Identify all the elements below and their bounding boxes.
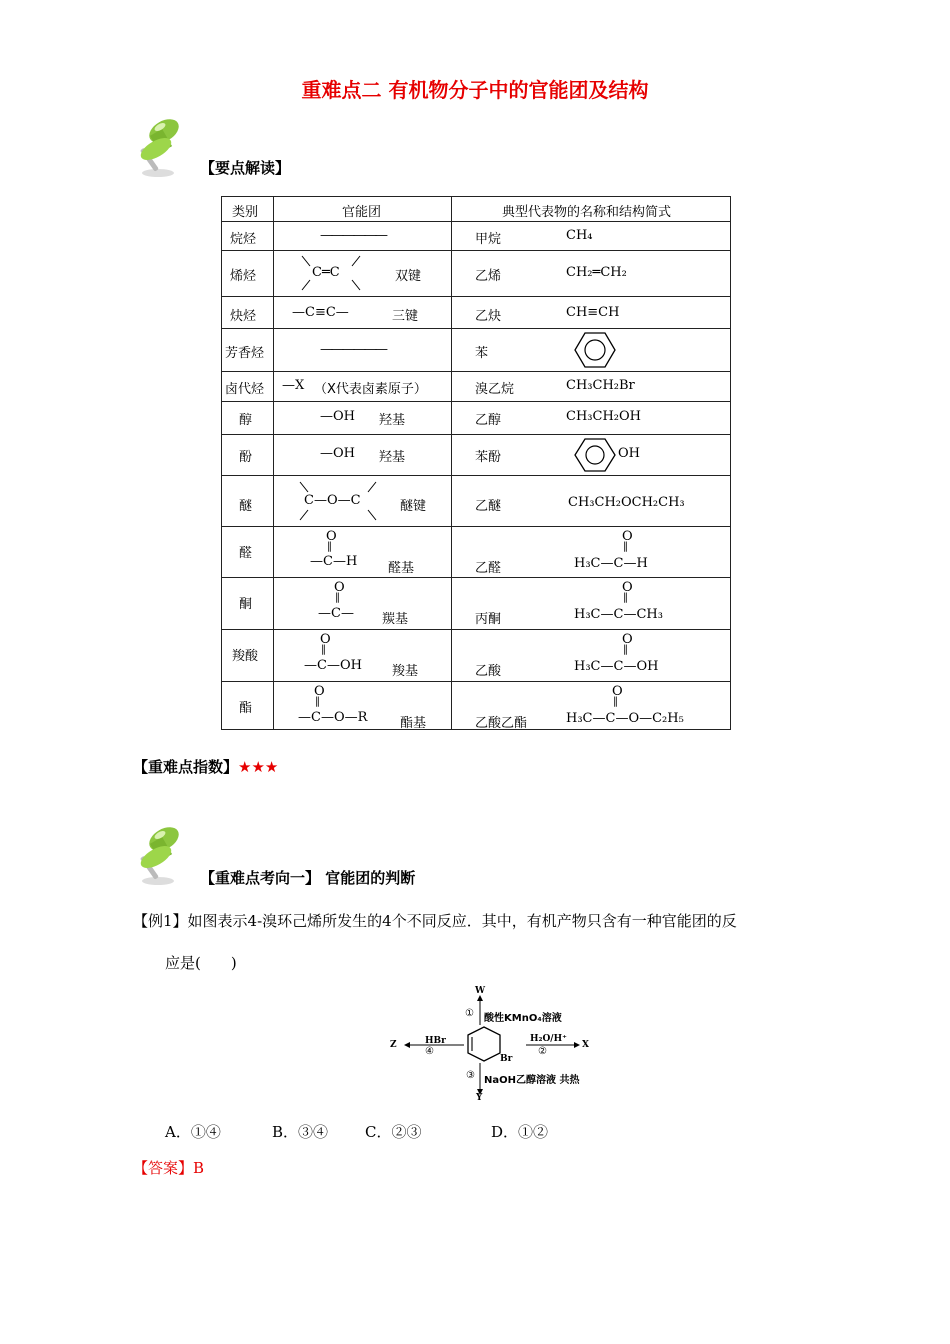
functional-group-name: 羧基 — [392, 664, 419, 679]
category-cell: 羧酸 — [232, 649, 259, 664]
reaction-3-reagent: NaOH乙醇溶液 共热 — [484, 1075, 580, 1086]
representative-name: 乙酸 — [475, 664, 502, 679]
functional-group-cell: —C—O—R — [298, 710, 368, 725]
representative-name: 乙醚 — [475, 499, 502, 514]
header-functional-group: 官能团 — [342, 205, 382, 220]
question-text: 【例1】如图表示4-溴环己烯所发生的4个不同反应．其中，有机产物只含有一种官能团的反 — [133, 912, 737, 930]
page-title: 重难点二 有机物分子中的官能团及结构 — [301, 78, 649, 102]
category-cell: 烯烃 — [230, 269, 257, 284]
answer-value: B — [193, 1159, 205, 1177]
product-w: W — [475, 986, 486, 996]
functional-group-name: 酯基 — [400, 716, 427, 731]
structural-formula: CH₃CH₂OH — [566, 409, 641, 424]
category-cell: 酮 — [239, 597, 253, 612]
structural-formula: H₃C—C—OH — [574, 659, 659, 674]
category-cell: 醛 — [239, 546, 253, 561]
option-c: C．②③ — [365, 1123, 422, 1141]
functional-group-cell: —C—OH — [304, 658, 362, 673]
functional-group-name: 羰基 — [382, 612, 409, 627]
reaction-4-number: ④ — [425, 1046, 434, 1057]
pushpin-icon — [130, 117, 188, 179]
representative-name: 溴乙烷 — [475, 382, 515, 397]
carbonyl-oxygen: O — [622, 529, 633, 544]
functional-group-cell: C—O—C — [304, 493, 361, 508]
functional-group-cell: —C—H — [310, 554, 358, 569]
category-cell: 酯 — [239, 701, 253, 716]
phenol-ring-icon — [574, 437, 616, 473]
answer — [133, 1157, 204, 1178]
reaction-2-reagent: H₂O/H⁺ — [530, 1034, 567, 1044]
difficulty-stars: ★★★ — [238, 758, 279, 776]
category-cell: 烷烃 — [230, 232, 257, 247]
structural-formula: CH₃CH₂OCH₂CH₃ — [568, 495, 685, 510]
functional-group-cell: —OH — [320, 446, 355, 461]
difficulty-label — [133, 756, 278, 777]
functional-group-cell: C═C — [312, 265, 340, 280]
representative-name: 乙炔 — [475, 309, 502, 324]
difficulty-text: 【重难点指数】 — [133, 758, 239, 776]
header-category: 类别 — [232, 205, 259, 220]
bromo-substituent: Br — [500, 1054, 513, 1064]
representative-name: 苯酚 — [475, 450, 502, 465]
option-d: D．①② — [491, 1123, 549, 1141]
question-text: 应是( ) — [165, 954, 237, 972]
carbonyl-oxygen: O — [334, 580, 345, 595]
carbonyl-oxygen: O — [612, 684, 623, 699]
structural-formula: OH — [618, 446, 640, 461]
answer-label: 【答案】 — [133, 1159, 194, 1177]
category-cell: 卤代烃 — [225, 382, 265, 397]
structural-formula: H₃C—C—O—C₂H₅ — [566, 711, 684, 726]
carbonyl-oxygen: O — [622, 632, 633, 647]
functional-group-name: 醚键 — [400, 499, 427, 514]
functional-group-name: （X代表卤素原子） — [314, 382, 427, 397]
carbonyl-oxygen: O — [314, 684, 325, 699]
representative-name: 乙醛 — [475, 561, 502, 576]
reaction-4-reagent: HBr — [425, 1036, 446, 1046]
functional-group-name: 双键 — [395, 269, 422, 284]
structural-formula: H₃C—C—H — [574, 556, 648, 571]
reaction-scheme — [380, 985, 610, 1105]
benzene-ring-icon — [574, 331, 616, 369]
structural-formula: CH₄ — [566, 228, 593, 243]
product-x: X — [582, 1040, 589, 1050]
functional-group-name: 羟基 — [379, 450, 406, 465]
reaction-3-number: ③ — [466, 1070, 475, 1081]
representative-name: 乙酸乙酯 — [475, 716, 528, 731]
functional-group-name: 醛基 — [388, 561, 415, 576]
functional-group-name: 羟基 — [379, 413, 406, 428]
category-cell: 醚 — [239, 499, 253, 514]
representative-name: 乙烯 — [475, 269, 502, 284]
carbonyl-oxygen: O — [320, 632, 331, 647]
pushpin-icon — [130, 825, 188, 887]
category-cell: 炔烃 — [230, 309, 257, 324]
functional-group-cell: —————— — [320, 342, 386, 357]
structural-formula: H₃C—C—CH₃ — [574, 607, 663, 622]
functional-group-cell: —C— — [318, 606, 354, 621]
option-b: B．③④ — [272, 1123, 329, 1141]
category-cell: 醇 — [239, 413, 253, 428]
functional-group-cell: —————— — [320, 228, 386, 243]
functional-group-cell: —X — [282, 378, 305, 393]
structural-formula: CH₃CH₂Br — [566, 378, 635, 393]
reaction-1-reagent: 酸性KMnO₄溶液 — [484, 1013, 562, 1024]
representative-name: 丙酮 — [475, 612, 502, 627]
section-heading: 【重难点考向一】 官能团的判断 — [200, 869, 416, 887]
functional-group-table: 类别 官能团 典型代表物的名称和结构简式 烷烃 烯烃 炔烃 芳香烃 卤代烃 醇 酚 醚 醛 酮 羧酸 酯 —————— C═C 双键 —C≡C— 三键 —————— —X （X代表卤素原子） —OH 羟基 —OH 羟基 C—O—C 醚键 O ‖ —C—H 醛基 O ‖ —C— 羰基 O ‖ —C—OH 羧基 O ‖ —C—O—R 酯基 甲烷 乙烯 乙炔 苯 溴乙烷 乙醇 苯酚 乙醚 乙醛 丙酮 乙酸 乙酸乙酯 CH₄ CH₂═CH₂ CH≡CH CH₃CH₂Br CH₃CH₂OH OH CH₃CH₂OCH₂CH₃ O ‖ H₃C—C—H O ‖ H₃C—C—CH₃ O ‖ H₃C—C—OH O ‖ H₃C—C—O—C₂H₅ — [221, 196, 731, 730]
representative-name: 甲烷 — [475, 232, 502, 247]
header-representative: 典型代表物的名称和结构简式 — [502, 205, 672, 220]
carbonyl-oxygen: O — [622, 580, 633, 595]
option-a: A．①④ — [165, 1123, 221, 1141]
representative-name: 苯 — [475, 346, 489, 361]
structural-formula: CH≡CH — [566, 305, 620, 320]
reaction-1-number: ① — [465, 1008, 474, 1019]
category-cell: 芳香烃 — [225, 346, 265, 361]
product-y: Y — [476, 1093, 483, 1103]
representative-name: 乙醇 — [475, 413, 502, 428]
category-cell: 酚 — [239, 450, 253, 465]
functional-group-cell: —C≡C— — [292, 305, 349, 320]
section-heading: 【要点解读】 — [200, 159, 291, 177]
carbonyl-oxygen: O — [326, 529, 337, 544]
reaction-2-number: ② — [538, 1046, 547, 1057]
product-z: Z — [390, 1040, 397, 1050]
functional-group-name: 三键 — [392, 309, 419, 324]
functional-group-cell: —OH — [320, 409, 355, 424]
structural-formula: CH₂═CH₂ — [566, 265, 627, 280]
